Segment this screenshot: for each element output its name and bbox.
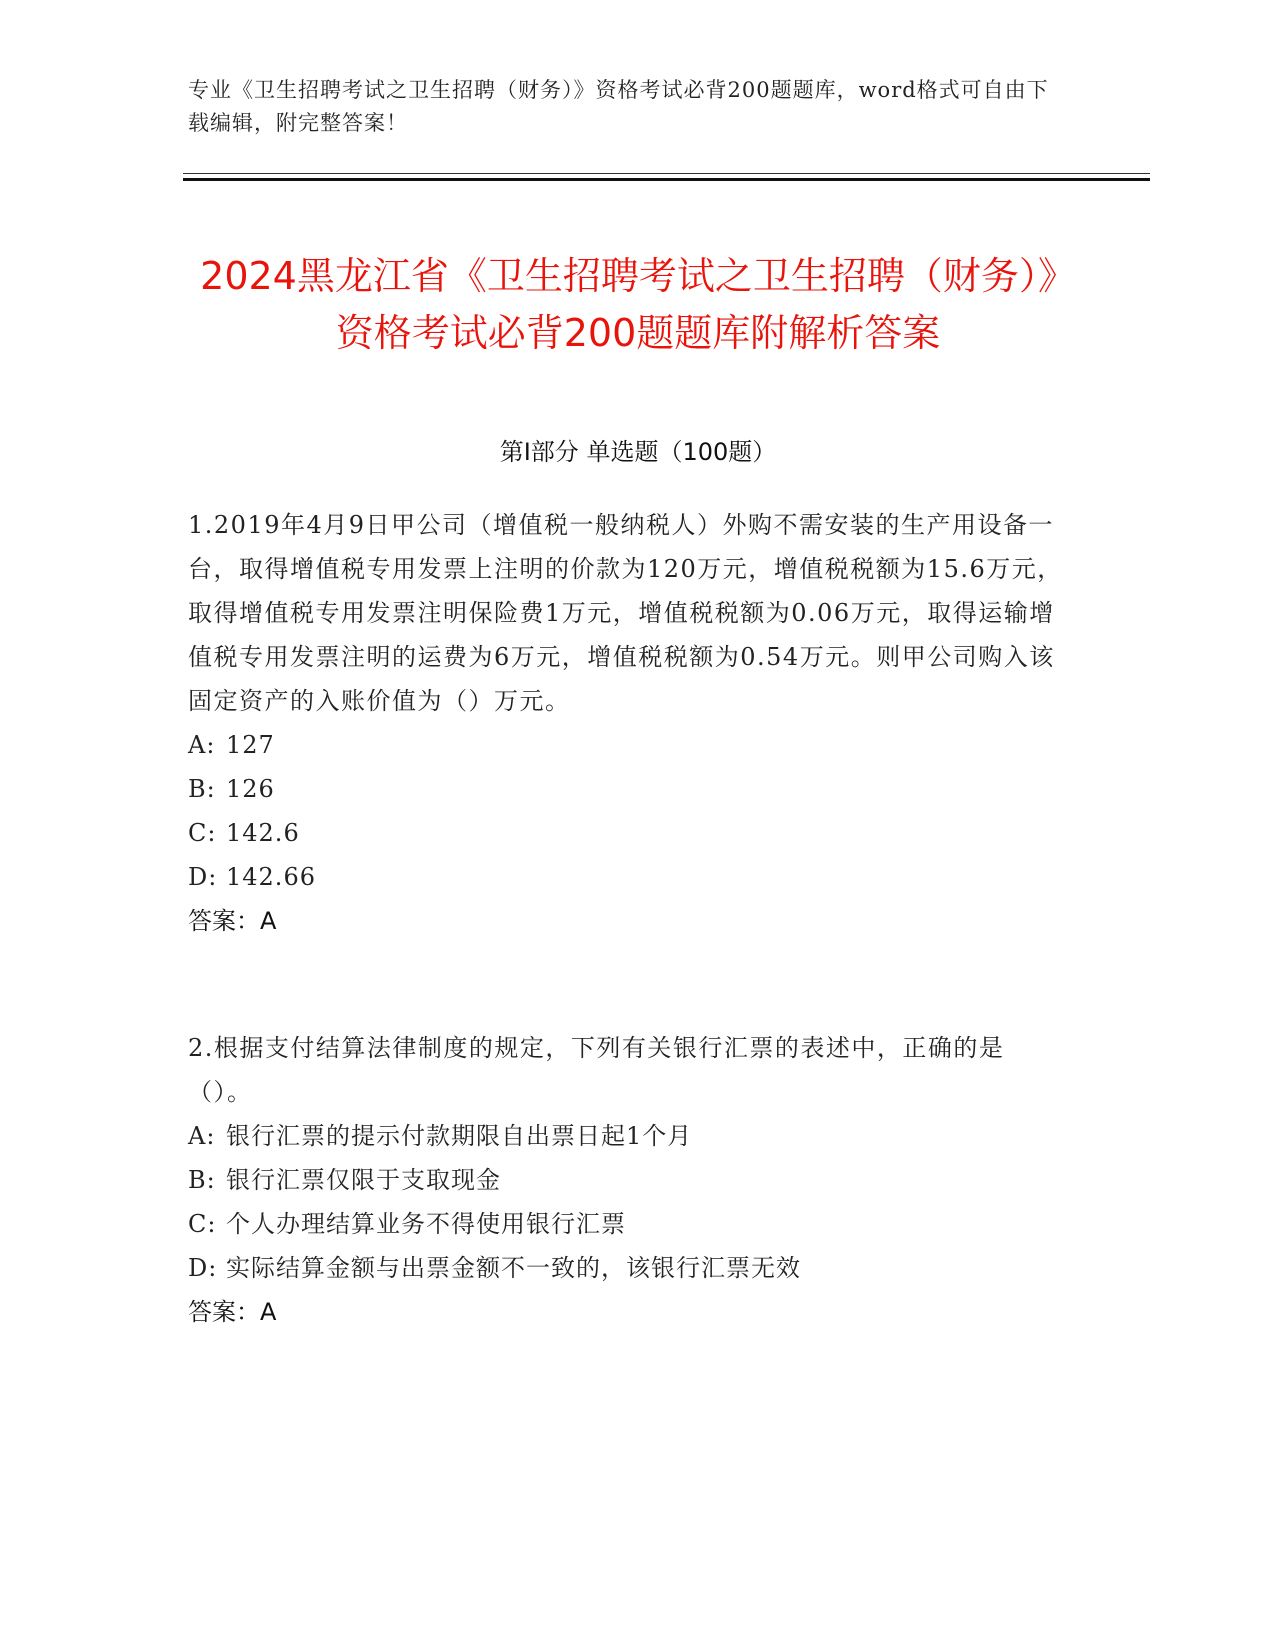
option-key: B: <box>188 775 216 803</box>
option-text: 实际结算金额与出票金额不一致的，该银行汇票无效 <box>226 1254 801 1282</box>
option-text: 142.66 <box>226 863 316 891</box>
answer-line: 答案：A <box>188 1298 277 1326</box>
option-text: 个人办理结算业务不得使用银行汇票 <box>226 1210 626 1238</box>
header-divider-thin <box>183 173 1150 174</box>
option-text: 142.6 <box>226 819 300 847</box>
option-key: A: <box>188 1122 216 1150</box>
option-d <box>188 855 1068 899</box>
option-key: C: <box>188 819 217 847</box>
section-heading: 第I部分 单选题（100题） <box>499 438 777 466</box>
question-stem: 1.2019年4月9日甲公司（增值税一般纳税人）外购不需安装的生产用设备一台，取得增值税专用发票上注明的价款为120万元，增值税税额为15.6万元，取得增值税专用发票注明保险费1万元，增值税税额为0.06万元，取得运输增值税专用发票注明的运费为6万元，增值税税额为0.54万元。则甲公司购入该固定资产的入账价值为（）万元。 <box>188 511 1063 715</box>
option-a <box>188 723 1068 767</box>
header-divider-thick <box>183 178 1150 181</box>
option-key: D: <box>188 1254 218 1282</box>
question-2 <box>188 1026 1068 1334</box>
option-text: 银行汇票仅限于支取现金 <box>226 1166 501 1194</box>
option-text: 127 <box>226 731 275 759</box>
option-c <box>188 811 1068 855</box>
option-b <box>188 1158 1068 1202</box>
option-c <box>188 1202 1068 1246</box>
option-key: D: <box>188 863 218 891</box>
option-key: B: <box>188 1166 216 1194</box>
header-note: 专业《卫生招聘考试之卫生招聘（财务）》资格考试必背200题题库，word格式可自由下载编辑，附完整答案！ <box>188 78 1049 135</box>
option-text: 银行汇票的提示付款期限自出票日起1个月 <box>226 1122 693 1150</box>
option-key: C: <box>188 1210 217 1238</box>
option-text: 126 <box>226 775 275 803</box>
question-stem: 2.根据支付结算法律制度的规定，下列有关银行汇票的表述中，正确的是（）。 <box>188 1034 1005 1106</box>
document-title: 2024黑龙江省《卫生招聘考试之卫生招聘（财务）》资格考试必背200题题库附解析答案 <box>200 254 1076 356</box>
question-1 <box>188 503 1068 943</box>
option-b <box>188 767 1068 811</box>
option-key: A: <box>188 731 216 759</box>
option-a <box>188 1114 1068 1158</box>
option-d <box>188 1246 1068 1290</box>
answer-line: 答案：A <box>188 907 277 935</box>
